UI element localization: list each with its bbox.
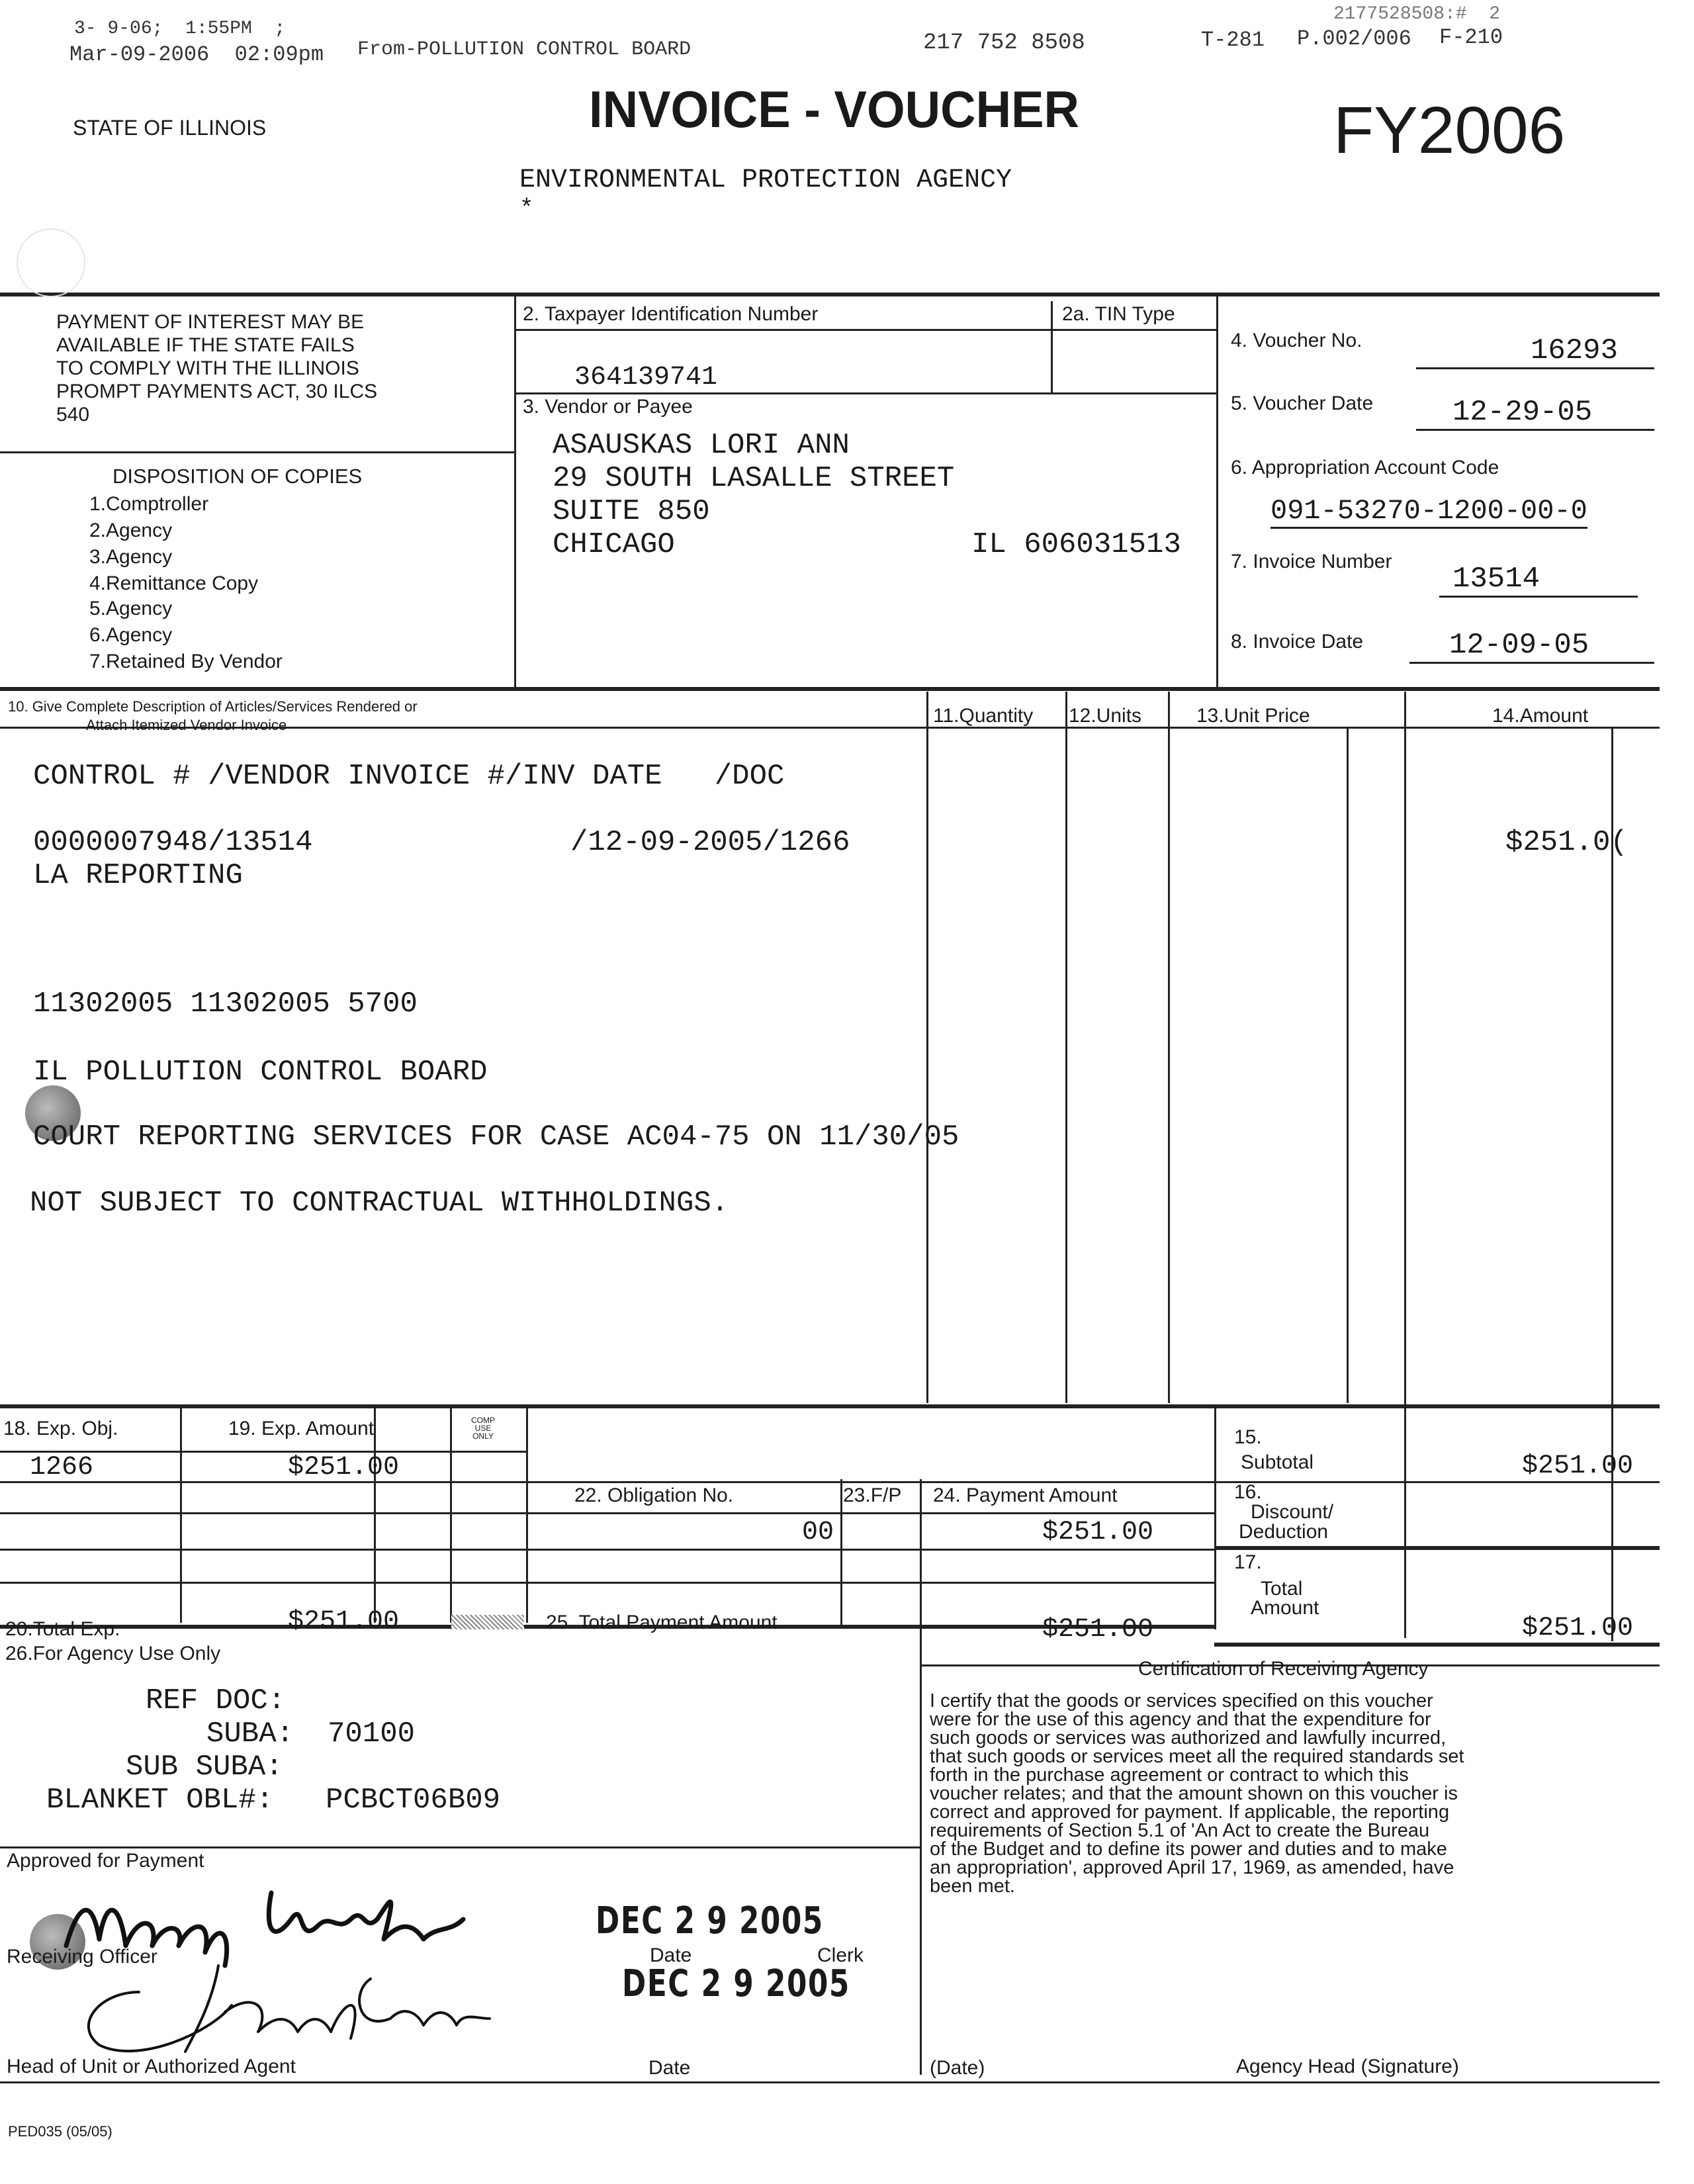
units-header: 12.Units (1069, 705, 1142, 727)
blanket-value: PCBCT06B09 (326, 1784, 501, 1817)
item-date-doc: /12-09-2005/1266 (570, 826, 850, 859)
date-label-2: Date (648, 2057, 691, 2079)
sub-suba-label: SUB SUBA: (126, 1751, 283, 1784)
invoice-date-label: 8. Invoice Date (1231, 631, 1364, 653)
rule-tin-type (1051, 301, 1053, 394)
desc-header-2: Attach Itemized Vendor Invoice (86, 717, 287, 733)
agency-asterisk: * (519, 195, 534, 222)
unit-price-header: 13.Unit Price (1196, 705, 1310, 727)
comp-use-label: COMP USE ONLY (471, 1416, 495, 1441)
receiving-officer-label: Receiving Officer (7, 1946, 157, 1968)
total-amount-value: $251.00 (1522, 1614, 1634, 1643)
exp-amount-value: $251.00 (288, 1453, 400, 1482)
total-num: 17. (1234, 1551, 1262, 1573)
clerk-label: Clerk (817, 1944, 864, 1966)
invoice-no-label: 7. Invoice Number (1231, 551, 1392, 572)
signature-2 (60, 1952, 523, 2065)
rule-acc-row3 (0, 1549, 1214, 1551)
vendor-address-1: 29 SOUTH LASALLE STREET (553, 462, 955, 495)
rule-top (0, 293, 1660, 296)
state-label: STATE OF ILLINOIS (73, 116, 267, 140)
cert-line: correct and approved for payment. If applicable, the reporting (930, 1801, 1450, 1823)
subtotal-num: 15. (1234, 1426, 1262, 1448)
desc-header-1: 10. Give Complete Description of Articles/Services Rendered or (8, 698, 418, 715)
approp-label: 6. Appropriation Account Code (1231, 457, 1499, 478)
fp-label: 23.F/P (843, 1484, 902, 1506)
rule-acc-row2 (0, 1512, 1214, 1514)
notice-line-2: AVAILABLE IF THE STATE FAILS (56, 334, 355, 356)
notice-line-5: 540 (56, 404, 90, 426)
form-title: INVOICE - VOUCHER (589, 80, 1080, 138)
rule-acc-row4 (0, 1582, 1214, 1584)
rule-tin-label (514, 329, 1216, 331)
cert-line: voucher relates; and that the amount shown on this voucher is (930, 1783, 1458, 1804)
suba-value: 70100 (328, 1717, 416, 1751)
exp-obj-label: 18. Exp. Obj. (3, 1418, 118, 1439)
item-vendor-short: LA REPORTING (33, 859, 243, 892)
form-code: PED035 (05/05) (8, 2123, 112, 2140)
rule-accounting-top (0, 1404, 1660, 1408)
item-control-number: 0000007948/13514 (33, 826, 313, 859)
rule-price (1168, 692, 1170, 1403)
rule-notice (0, 451, 514, 453)
voucher-date-label: 5. Voucher Date (1231, 392, 1374, 414)
rule-units (1065, 692, 1067, 1403)
notice-line-3: TO COMPLY WITH THE ILLINOIS (56, 357, 359, 379)
vendor-address-2: SUITE 850 (553, 495, 710, 528)
item-service-desc: COURT REPORTING SERVICES FOR CASE AC04-75 ON 11/30/05 (33, 1120, 959, 1154)
agency-use-label: 26.For Agency Use Only (5, 1643, 221, 1664)
item-board: IL POLLUTION CONTROL BOARD (33, 1056, 488, 1089)
date-stamp-1: DEC 2 9 2005 (596, 1899, 824, 1942)
fax-t-code: T-281 (1201, 28, 1265, 52)
rule-acc-6 (920, 1479, 922, 2075)
discount-num: 16. (1234, 1481, 1262, 1503)
cert-line: I certify that the goods or services specified on this voucher (930, 1690, 1433, 1711)
item-amount: $251.0( (1505, 826, 1628, 859)
notice-line-1: PAYMENT OF INTEREST MAY BE (56, 311, 365, 333)
rule-signature-line (0, 2081, 1660, 2083)
rule-price-inner (1347, 728, 1349, 1403)
rule-tin-value (514, 392, 1216, 394)
disposition-title: DISPOSITION OF COPIES (112, 465, 363, 488)
quantity-header: 11.Quantity (933, 705, 1034, 727)
rule-acc-row1 (0, 1481, 1660, 1483)
rule-acc-5 (840, 1479, 842, 1625)
notice-line-4: PROMPT PAYMENTS ACT, 30 ILCS (56, 381, 378, 402)
rule-col-voucher (1216, 293, 1218, 687)
invoice-no: 13514 (1439, 563, 1638, 598)
disposition-item: 4.Remittance Copy (89, 572, 259, 594)
fax-f-code: F-210 (1439, 25, 1503, 50)
agency-head-label: Agency Head (Signature) (1236, 2056, 1459, 2077)
tin-type-label: 2a. TIN Type (1062, 303, 1175, 325)
exp-amount-label: 19. Exp. Amount (228, 1418, 375, 1439)
item-dates-code: 11302005 11302005 5700 (33, 987, 418, 1021)
rule-amount (1404, 692, 1406, 1638)
rule-qty (926, 692, 928, 1403)
total-payment-value: $251.00 (1042, 1615, 1154, 1645)
cert-line: that such goods or services meet all the required standards set (930, 1746, 1464, 1767)
subtotal-value: $251.00 (1522, 1451, 1634, 1481)
discount-label-2: Deduction (1239, 1521, 1329, 1543)
fax-header-page-ref: 2177528508:# 2 (1333, 4, 1501, 24)
fax-from: From-POLLUTION CONTROL BOARD (357, 38, 691, 61)
disposition-item: 5.Agency (89, 598, 173, 619)
amount-header: 14.Amount (1492, 705, 1589, 727)
head-of-unit-label: Head of Unit or Authorized Agent (7, 2056, 296, 2077)
discount-label-1: Discount/ (1251, 1501, 1334, 1523)
cert-line: such goods or services was authorized and lawfully incurred, (930, 1727, 1447, 1749)
fax-header-line1: 3- 9-06; 1:55PM ; (74, 19, 286, 39)
blanket-label: BLANKET OBL#: (46, 1784, 274, 1817)
disposition-item: 6.Agency (89, 624, 173, 646)
obligation-value: 00 (802, 1518, 834, 1547)
cert-line: forth in the purchase agreement or contract to which this (930, 1764, 1409, 1786)
voucher-no-label: 4. Voucher No. (1231, 330, 1362, 351)
suba-label: SUBA: (206, 1717, 294, 1751)
fax-page: P.002/006 (1297, 26, 1411, 51)
payment-amount-value: $251.00 (1042, 1518, 1154, 1547)
total-label-2: Amount (1251, 1597, 1319, 1619)
rule-cents (1611, 728, 1613, 1641)
agency-name: ENVIRONMENTAL PROTECTION AGENCY (519, 165, 1012, 195)
rule-acc-discount (1214, 1546, 1660, 1550)
rule-acc-7 (1214, 1404, 1216, 1629)
cert-line: were for the use of this agency and that the expenditure for (930, 1709, 1431, 1730)
cert-line: of the Budget and to define its power and duties and to make (930, 1839, 1447, 1860)
cert-line: an appropriation', approved April 17, 1969, as amended, have (930, 1857, 1454, 1878)
vendor-city: CHICAGO (553, 528, 675, 561)
fiscal-year: FY2006 (1333, 93, 1566, 167)
rule-items-top (0, 687, 1660, 691)
vendor-name: ASAUSKAS LORI ANN (553, 429, 850, 462)
total-exp-value: $251.00 (288, 1607, 400, 1637)
cert-line: requirements of Section 5.1 of 'An Act to create the Bureau (930, 1820, 1430, 1841)
faint-circle (17, 228, 85, 297)
certification-title: Certification of Receiving Agency (1138, 1658, 1429, 1680)
tin-value: 364139741 (574, 363, 718, 392)
date-label: Date (650, 1944, 692, 1966)
exp-obj-value: 1266 (30, 1453, 94, 1482)
total-label-1: Total (1261, 1578, 1303, 1600)
payment-amount-label: 24. Payment Amount (933, 1484, 1118, 1506)
rule-approved (0, 1846, 920, 1848)
cert-line: been met. (930, 1876, 1015, 1897)
total-payment-label: 25. Total Payment Amount (546, 1612, 778, 1633)
vendor-state-zip: IL 606031513 (971, 528, 1181, 561)
ref-doc-label: REF DOC: (146, 1684, 286, 1717)
vendor-label: 3. Vendor or Payee (523, 396, 693, 418)
approved-label: Approved for Payment (7, 1850, 204, 1872)
item-withholding: NOT SUBJECT TO CONTRACTUAL WITHHOLDINGS. (30, 1187, 729, 1220)
fax-date-time: Mar-09-2006 02:09pm (69, 42, 324, 67)
voucher-no: 16293 (1416, 334, 1654, 369)
item-control-header: CONTROL # /VENDOR INVOICE #/INV DATE /DOC (33, 760, 785, 793)
shaded-cell (451, 1615, 524, 1629)
disposition-item: 1.Comptroller (89, 493, 209, 515)
fax-phone: 217 752 8508 (923, 30, 1085, 56)
total-exp-label: 20.Total Exp. (5, 1618, 120, 1640)
disposition-item: 7.Retained By Vendor (89, 651, 283, 672)
paren-date-label: (Date) (930, 2057, 985, 2079)
tin-label: 2. Taxpayer Identification Number (523, 303, 819, 325)
date-stamp-2: DEC 2 9 2005 (622, 1962, 850, 2005)
disposition-item: 2.Agency (89, 520, 173, 541)
invoice-date: 12-09-05 (1409, 629, 1654, 664)
disposition-item: 3.Agency (89, 546, 173, 568)
obligation-label: 22. Obligation No. (574, 1484, 734, 1506)
signature-1-text: Mary Clark (53, 1873, 56, 1874)
subtotal-label: Subtotal (1241, 1451, 1314, 1473)
rule-col-vendor (514, 293, 516, 687)
voucher-date: 12-29-05 (1416, 396, 1654, 431)
approp-code: 091-53270-1200-00-0 (1270, 495, 1587, 529)
